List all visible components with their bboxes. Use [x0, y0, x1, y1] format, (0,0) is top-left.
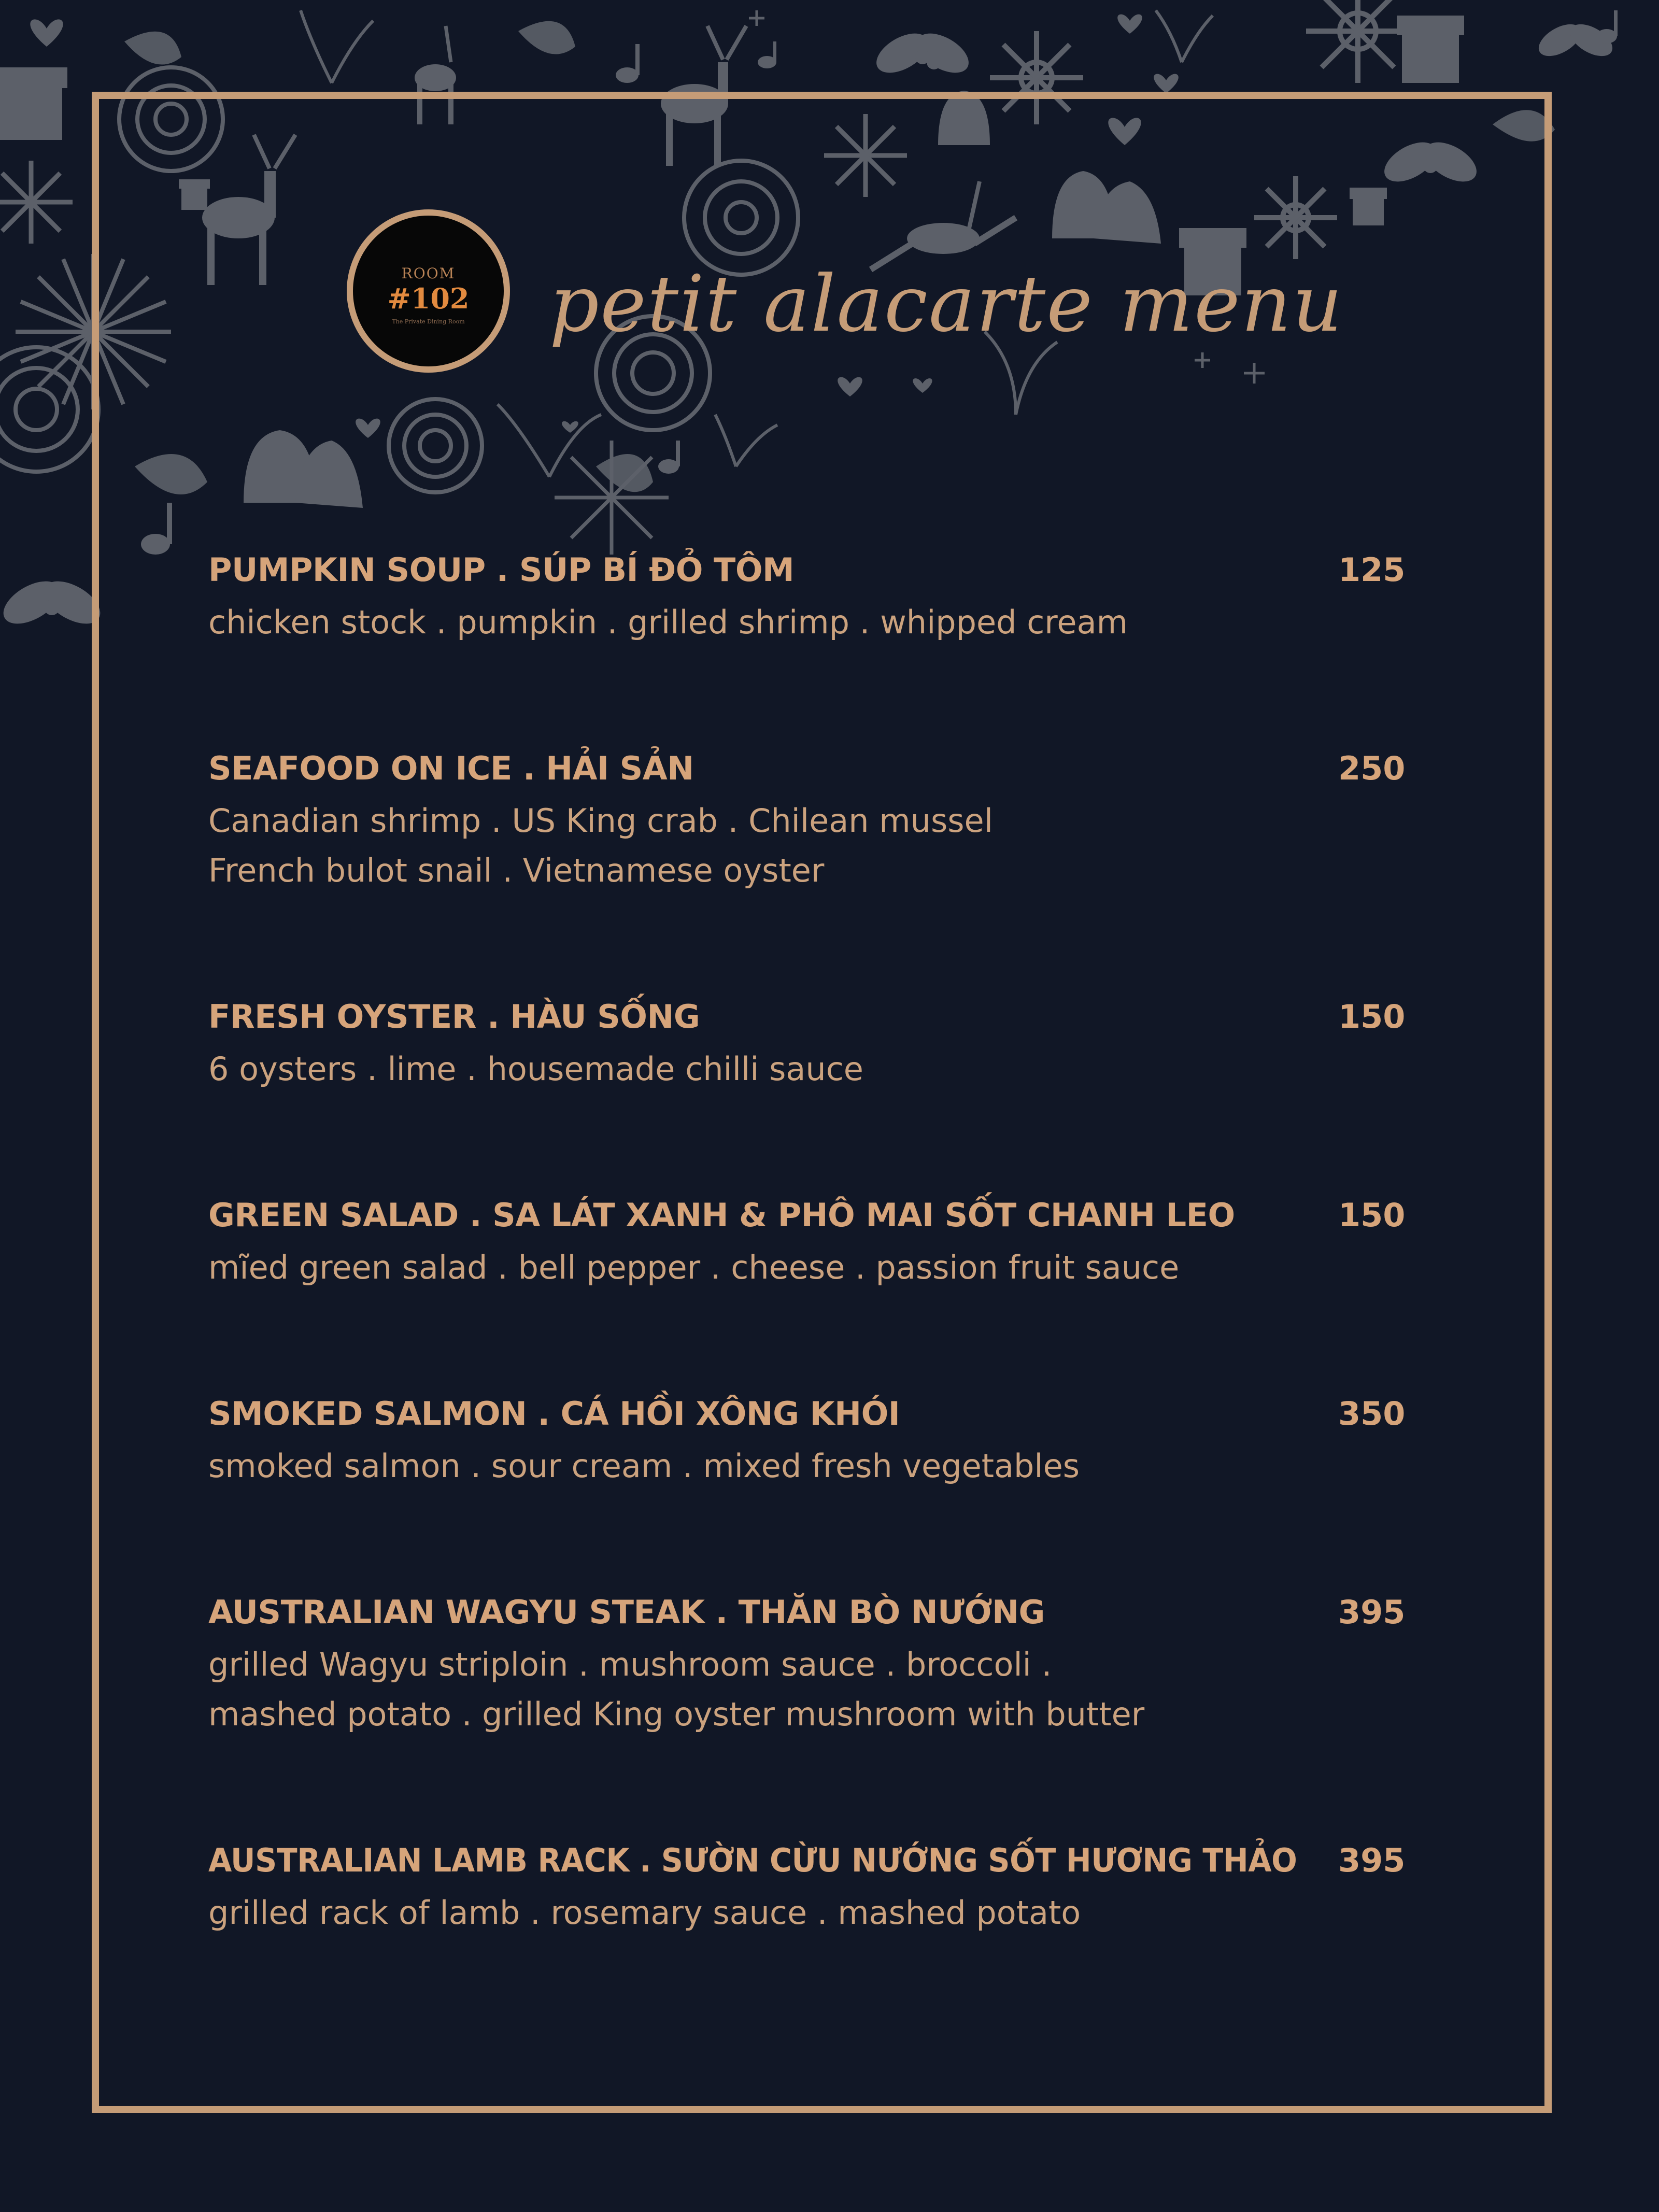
item-description-line: chicken stock . pumpkin . grilled shrimp . whipped cream — [208, 603, 1128, 641]
item-description — [208, 598, 1128, 647]
item-description-line: grilled Wagyu striploin . mushroom sauce . broccoli . — [208, 1646, 1052, 1683]
item-description — [208, 1243, 1179, 1293]
item-price: 250 — [1338, 749, 1406, 787]
item-price: 350 — [1338, 1395, 1406, 1433]
gift-icon — [0, 67, 67, 140]
item-description-line: French bulot snail . Vietnamese oyster — [208, 852, 825, 889]
item-price: 395 — [1338, 1593, 1406, 1631]
item-price: 150 — [1338, 1196, 1406, 1234]
item-name: GREEN SALAD . SA LÁT XANH & PHÔ MAI SỐT CHANH LEO — [208, 1196, 1235, 1234]
menu-border — [92, 92, 1552, 2113]
item-price: 150 — [1338, 998, 1406, 1036]
item-description-line: Canadian shrimp . US King crab . Chilean mussel — [208, 802, 993, 840]
item-description-line: mashed potato . grilled King oyster mushroom with butter — [208, 1695, 1145, 1733]
item-description-line: 6 oysters . lime . housemade chilli sauce — [208, 1050, 863, 1088]
item-description — [208, 1044, 863, 1094]
item-description — [208, 796, 993, 896]
snowflake-icon — [1306, 0, 1410, 83]
holly-icon — [0, 573, 107, 632]
item-name: AUSTRALIAN LAMB RACK . SƯỜN CỪU NƯỚNG SỐT HƯƠNG THẢO — [208, 1841, 1297, 1879]
item-description — [208, 1640, 1144, 1739]
item-name: SEAFOOD ON ICE . HẢI SẢN — [208, 749, 694, 787]
snowflake-icon — [0, 161, 73, 244]
menu-title: petit alacarte menu — [549, 259, 1343, 349]
item-price: 125 — [1338, 551, 1406, 589]
item-price: 395 — [1338, 1841, 1406, 1879]
item-name: SMOKED SALMON . CÁ HỒI XÔNG KHÓI — [208, 1395, 900, 1433]
restaurant-logo — [347, 209, 510, 373]
logo-room-number: #102 — [387, 282, 470, 315]
item-description-line: smoked salmon . sour cream . mixed fresh vegetables — [208, 1447, 1080, 1485]
item-name: PUMPKIN SOUP . SÚP BÍ ĐỎ TÔM — [208, 551, 795, 589]
item-description — [208, 1888, 1081, 1938]
logo-room-text: ROOM — [401, 265, 456, 282]
logo-tagline: The Private Dining Room — [392, 318, 465, 325]
item-description-line: mĩed green salad . bell pepper . cheese . passion fruit sauce — [208, 1249, 1180, 1286]
item-name: AUSTRALIAN WAGYU STEAK . THĂN BÒ NƯỚNG — [208, 1593, 1045, 1631]
item-description — [208, 1441, 1080, 1491]
mandala-icon — [0, 347, 98, 472]
holly-icon — [870, 25, 975, 81]
gift-icon — [1397, 16, 1464, 83]
item-name: FRESH OYSTER . HÀU SỐNG — [208, 998, 700, 1036]
item-description-line: grilled rack of lamb . rosemary sauce . mashed potato — [208, 1894, 1081, 1932]
